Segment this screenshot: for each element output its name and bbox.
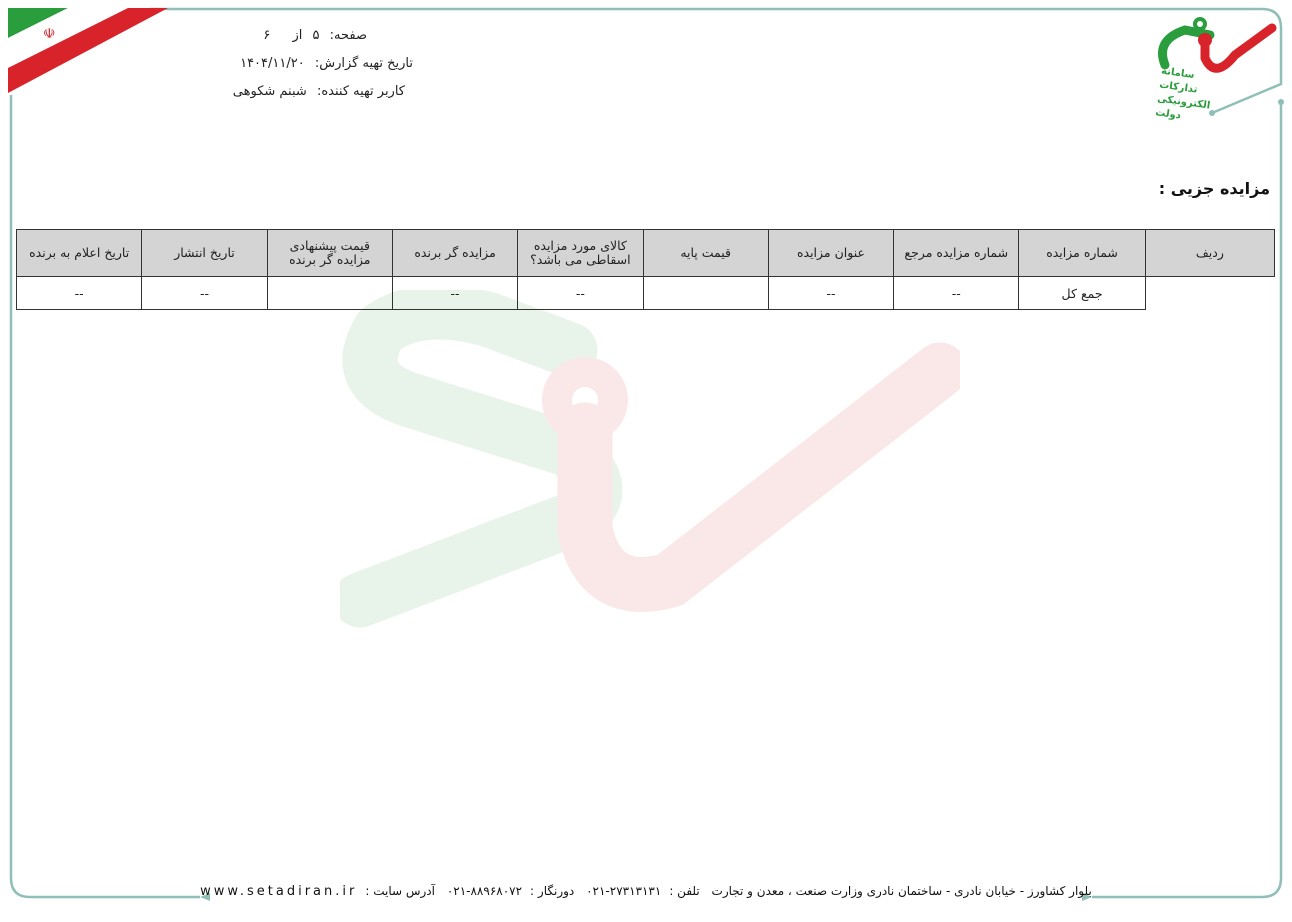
footer-fax-label: دورنگار : (530, 884, 575, 898)
page-label: صفحه: (329, 28, 367, 43)
col-auction-title: عنوان مزایده (768, 230, 893, 277)
report-user-value: شبنم شکوهی (232, 84, 307, 99)
page-footer (0, 884, 1292, 908)
col-winner-bid: قیمت پیشنهادی مزایده گر برنده (267, 230, 392, 277)
footer-phone-label: تلفن : (669, 884, 700, 898)
col-winner-notify-date: تاریخ اعلام به برنده (17, 230, 142, 277)
setad-logo (1150, 10, 1285, 135)
report-user-row (228, 78, 413, 106)
table-cell (267, 277, 392, 310)
col-auction-number: شماره مزایده (1019, 230, 1145, 277)
table-cell: -- (392, 277, 517, 310)
svg-text:☫: ☫ (43, 26, 56, 42)
col-winner: مزایده گر برنده (392, 230, 517, 277)
report-date-value: ۱۴۰۴/۱۱/۲۰ (240, 56, 305, 71)
total-label-cell: جمع کل (1019, 277, 1145, 310)
footer-phone-value: ۰۲۱-۲۷۳۱۳۱۳۱ (586, 884, 662, 898)
footer-address: بلوار کشاورز - خیابان نادری - ساختمان نادری وزارت صنعت ، معدن و تجارت (711, 884, 1092, 898)
auction-table (16, 229, 1275, 310)
col-is-scrap: کالای مورد مزایده اسقاطی می باشد؟ (518, 230, 643, 277)
col-row-number: ردیف (1145, 230, 1274, 277)
page-total: ۶ (263, 28, 271, 43)
col-publish-date: تاریخ انتشار (142, 230, 267, 277)
report-date-row (228, 50, 413, 78)
report-date-label: تاریخ تهیه گزارش: (314, 56, 413, 71)
logo-line-4: دولت (1154, 107, 1182, 122)
page-number-row (228, 22, 413, 50)
table-cell: -- (142, 277, 267, 310)
iran-flag-icon (8, 8, 173, 98)
table-cell: -- (518, 277, 643, 310)
report-user-label: کاربر تهیه کننده: (316, 84, 405, 99)
table-cell: -- (768, 277, 893, 310)
col-base-price: قیمت پایه (643, 230, 768, 277)
report-meta (228, 22, 413, 106)
table-cell: -- (894, 277, 1019, 310)
page-of: از (292, 28, 303, 43)
logo-line-1: سامانه (1160, 65, 1196, 82)
section-title: مزایده جزیی : (1158, 179, 1270, 198)
page-current: ۵ (312, 28, 320, 43)
table-row-total (17, 277, 1275, 310)
footer-fax-value: ۰۲۱-۸۸۹۶۸۰۷۲ (446, 884, 523, 898)
table-cell (643, 277, 768, 310)
logo-line-3: الکترونیکی (1156, 93, 1211, 112)
logo-line-2: تدارکات (1158, 79, 1199, 96)
footer-site-label: آدرس سایت : (365, 884, 435, 898)
table-header-row (17, 230, 1275, 277)
col-reference-number: شماره مزایده مرجع (894, 230, 1019, 277)
setad-watermark-icon (340, 290, 960, 630)
table-cell (1145, 277, 1274, 310)
footer-site-link[interactable]: www.setadiran.ir (200, 884, 358, 899)
table-cell: -- (17, 277, 142, 310)
